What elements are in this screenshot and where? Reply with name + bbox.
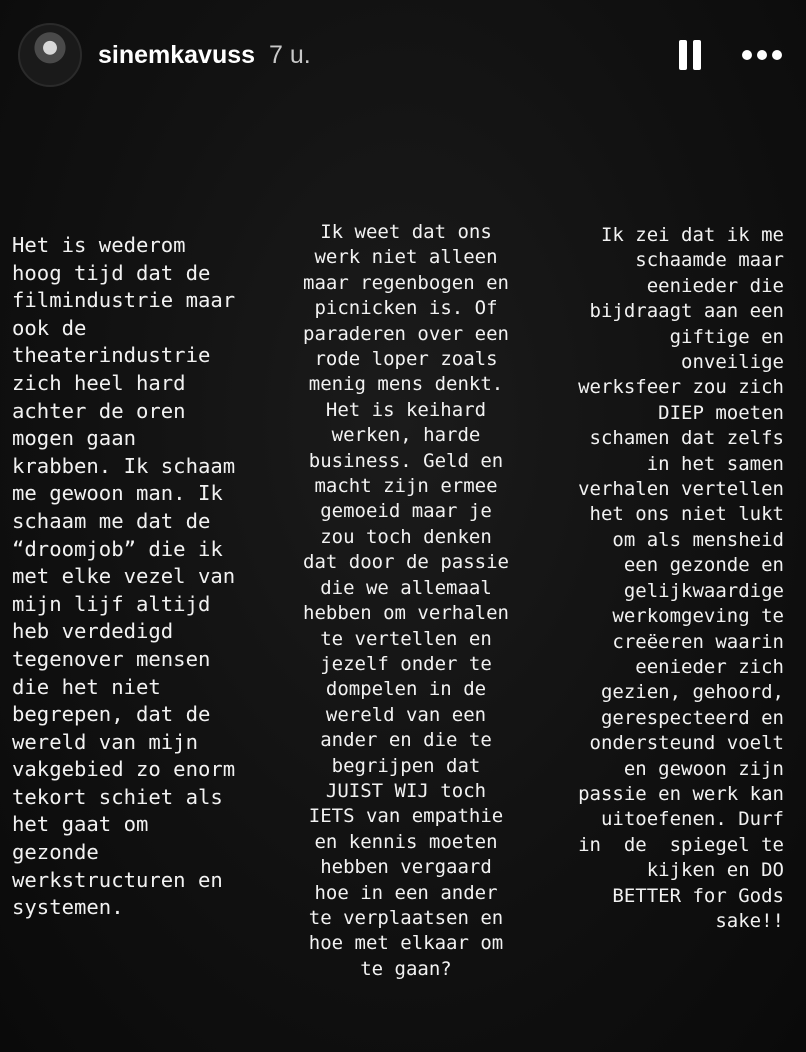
pause-button[interactable] [670, 35, 710, 75]
more-horizontal-icon [741, 49, 783, 61]
story-text-left: Het is wederom hoog tijd dat de filmindustrie maar ook de theaterindustrie zich heel hard achter de oren mogen gaan krabben. Ik schaam me gewoon man. Ik schaam me dat de “droomjob” die ik met elke vezel van mijn lijf altijd heb verdedigd tegenover mensen die het niet begrepen, dat de wereld van mijn vakgebied zo enorm tekort schiet als het gaat om gezonde werkstructuren en systemen. [12, 233, 236, 920]
username[interactable]: sinemkavuss [98, 40, 256, 69]
story-text-right: Ik zei dat ik me schaamde maar eenieder die bijdraagt aan een giftige en onveilige werksfeer zou zich DIEP moeten schamen dat zelfs in het samen verhalen vertellen het ons niet lukt om als mensheid een gezonde en gelijkwaardige werkomgeving te creëeren waarin eenieder zich gezien, gehoord, gerespecteerd en ondersteund voelt en gewoon zijn passie en werk kan uitoefenen. Durf in de spiegel te kijken en DO BETTER for Gods sake!! [578, 224, 784, 932]
pause-icon [678, 39, 702, 71]
story-text-middle: Ik weet dat ons werk niet alleen maar regenbogen en picnicken is. Of paraderen over een rode loper zoals menig mens denkt. Het is keihard werken, harde business. Geld en macht zijn ermee gemoeid maar je zou toch denken dat door de passie die we allemaal hebben om verhalen te vertellen en jezelf onder te dompelen in de wereld van een ander en die te begrijpen dat JUIST WIJ toch IETS van empathie en kennis moeten hebben vergaard hoe in een ander te verplaatsen en hoe met elkaar om te gaan? [303, 221, 509, 980]
more-options-button[interactable] [740, 35, 784, 75]
story-header [18, 22, 784, 88]
story-text-columns [0, 218, 806, 998]
avatar-icon[interactable] [18, 23, 82, 87]
post-time: 7 u. [269, 40, 311, 69]
